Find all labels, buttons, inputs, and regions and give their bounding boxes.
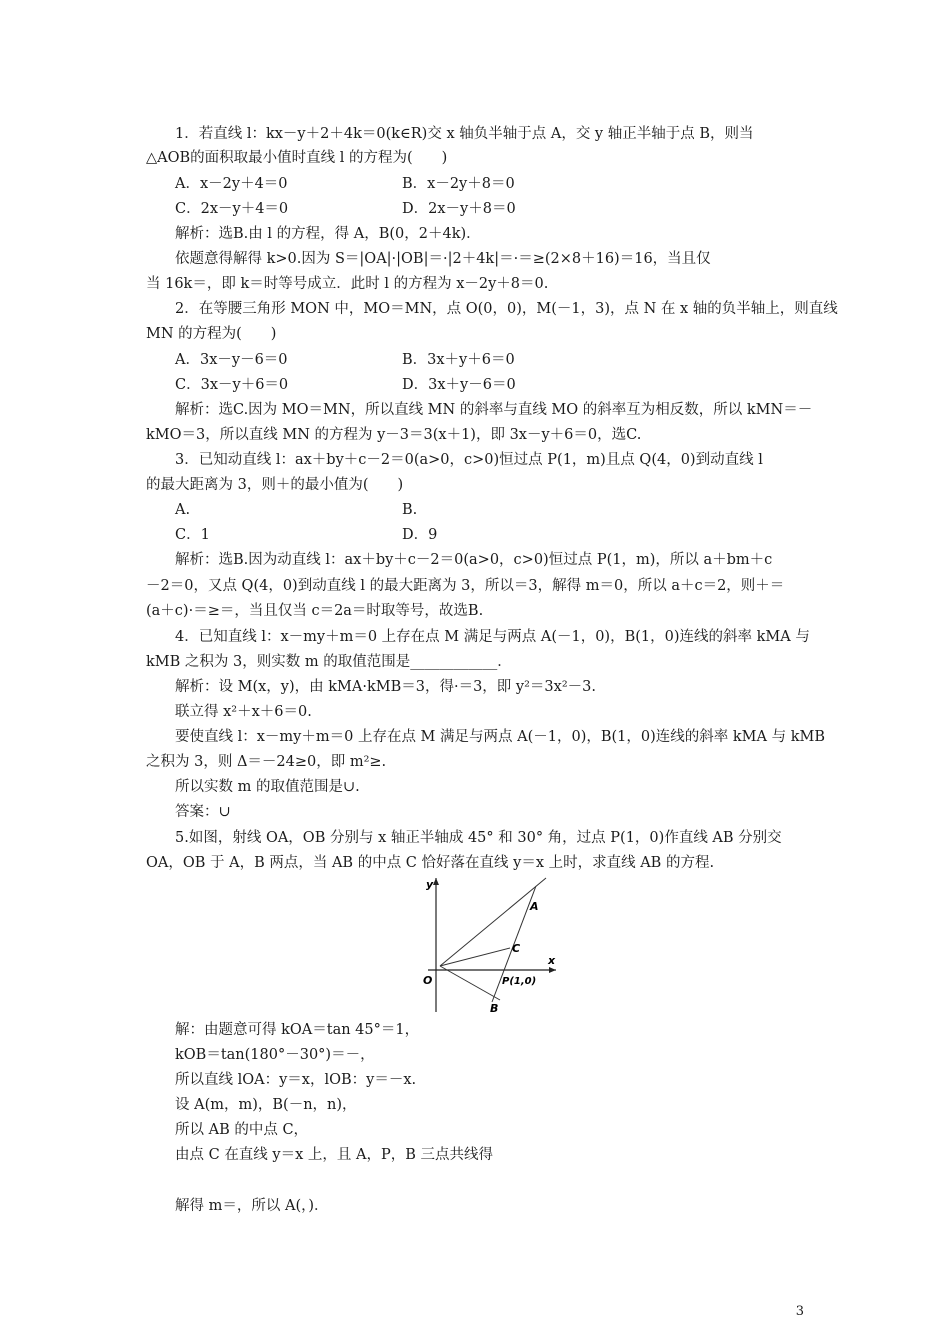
text-line: D．3x＋y－6＝0 xyxy=(402,377,516,393)
text-line: 解析：设 M(x，y)，由 kMA·kMB＝3，得·＝3，即 y²＝3x²－3. xyxy=(175,679,596,695)
text-line: D．9 xyxy=(402,527,438,543)
text-line: 所以 AB 的中点 C， xyxy=(175,1122,309,1138)
text-line: OA，OB 于 A，B 两点，当 AB 的中点 C 恰好落在直线 y＝x 上时，求直线 AB 的方程. xyxy=(146,855,715,871)
text-line: 之积为 3，则 Δ＝－24≥0，即 m²≥. xyxy=(146,754,387,770)
text-line: C．2x－y＋4＝0 xyxy=(175,201,289,217)
text-line: 联立得 x²＋x＋6＝0. xyxy=(175,704,312,720)
text-line: 解得 m＝，所以 A(，)． xyxy=(175,1198,329,1214)
y-axis-arrow xyxy=(433,878,439,885)
text-line: 设 A(m，m)，B(－n，n)， xyxy=(175,1097,357,1113)
x-axis-arrow xyxy=(549,967,556,973)
text-line: 依题意得解得 k>0.因为 S＝|OA|·|OB|＝·|2＋4k|＝·＝≥(2×8＋16)＝16，当且仅 xyxy=(175,251,711,267)
label-C: C xyxy=(512,942,521,955)
text-line: C．1 xyxy=(175,527,210,543)
text-line: D．2x－y＋8＝0 xyxy=(402,201,516,217)
text-line: 3．已知动直线 l：ax＋by＋c－2＝0(a>0，c>0)恒过点 P(1，m)且点 Q(4，0)到动直线 l xyxy=(175,452,763,468)
text-line: B．x－2y＋8＝0 xyxy=(402,176,515,192)
text-line: 解析：选B.由 l 的方程，得 A，B(0，2＋4k)． xyxy=(175,226,481,242)
text-line: kMO＝3，所以直线 MN 的方程为 y－3＝3(x＋1)，即 3x－y＋6＝0，选C. xyxy=(146,427,642,443)
text-line: B．3x＋y＋6＝0 xyxy=(402,352,515,368)
label-A: A xyxy=(530,900,539,913)
text-line: B. xyxy=(402,502,418,518)
text-line: 2．在等腰三角形 MON 中，MO＝MN，点 O(0，0)，M(－1，3)，点 N 在 x 轴的负半轴上，则直线 xyxy=(175,301,838,317)
text-line: 1．若直线 l：kx－y＋2＋4k＝0(k∈R)交 x 轴负半轴于点 A，交 y 轴正半轴于点 B，则当 xyxy=(175,126,754,142)
text-line: 由点 C 在直线 y＝x 上，且 A，P，B 三点共线得 xyxy=(175,1147,494,1163)
text-line: 所以直线 lOA：y＝x，lOB：y＝－x. xyxy=(175,1072,417,1088)
text-line: C．3x－y＋6＝0 xyxy=(175,377,289,393)
label-x: x xyxy=(548,954,556,967)
text-line: 解析：选C.因为 MO＝MN，所以直线 MN 的斜率与直线 MO 的斜率互为相反数，所以 kMN＝－ xyxy=(175,402,813,418)
text-line: A．x－2y＋4＝0 xyxy=(175,176,288,192)
text-line: A. xyxy=(175,502,191,518)
ray-OB xyxy=(440,966,500,1000)
page-number: 3 xyxy=(795,1304,804,1319)
label-O: O xyxy=(423,974,433,987)
text-line: 当 16k＝，即 k＝时等号成立．此时 l 的方程为 x－2y＋8＝0. xyxy=(146,276,549,292)
text-line: 解：由题意可得 kOA＝tan 45°＝1， xyxy=(175,1022,420,1038)
text-line: △AOB的面积取最小值时直线 l 的方程为( ) xyxy=(146,150,448,166)
text-line: MN 的方程为( ) xyxy=(146,326,277,342)
text-line: kMB 之积为 3，则实数 m 的取值范围是____________． xyxy=(146,654,512,670)
text-line: 解析：选B.因为动直线 l：ax＋by＋c－2＝0(a>0，c>0)恒过点 P(1，m)，所以 a＋bm＋c xyxy=(175,552,773,568)
label-P: P(1,0) xyxy=(502,976,537,987)
text-line: 要使直线 l：x－my＋m＝0 上存在点 M 满足与两点 A(－1，0)，B(1，0)连线的斜率 kMA 与 kMB xyxy=(175,729,825,745)
text-line: 答案：∪ xyxy=(175,804,231,820)
text-line: 4．已知直线 l：x－my＋m＝0 上存在点 M 满足与两点 A(－1，0)，B(1，0)连线的斜率 kMA 与 xyxy=(175,629,810,645)
text-line: 的最大距离为 3，则＋的最小值为( ) xyxy=(146,477,404,493)
text-line: －2＝0，又点 Q(4，0)到动直线 l 的最大距离为 3，所以＝3，解得 m＝0，所以 a＋c＝2，则＋＝ xyxy=(146,578,785,594)
label-y: y xyxy=(426,878,434,891)
text-line: (a＋c)·＝≥＝，当且仅当 c＝2a＝时取等号，故选B. xyxy=(146,603,484,619)
text-line: A．3x－y－6＝0 xyxy=(175,352,288,368)
text-line: 5.如图，射线 OA，OB 分别与 x 轴正半轴成 45° 和 30° 角，过点 P(1，0)作直线 AB 分别交 xyxy=(175,830,782,846)
label-B: B xyxy=(490,1002,499,1015)
geometry-figure xyxy=(418,872,558,1017)
text-line: 所以实数 m 的取值范围是∪. xyxy=(175,779,360,795)
text-line: kOB＝tan(180°－30°)＝－， xyxy=(175,1047,375,1063)
